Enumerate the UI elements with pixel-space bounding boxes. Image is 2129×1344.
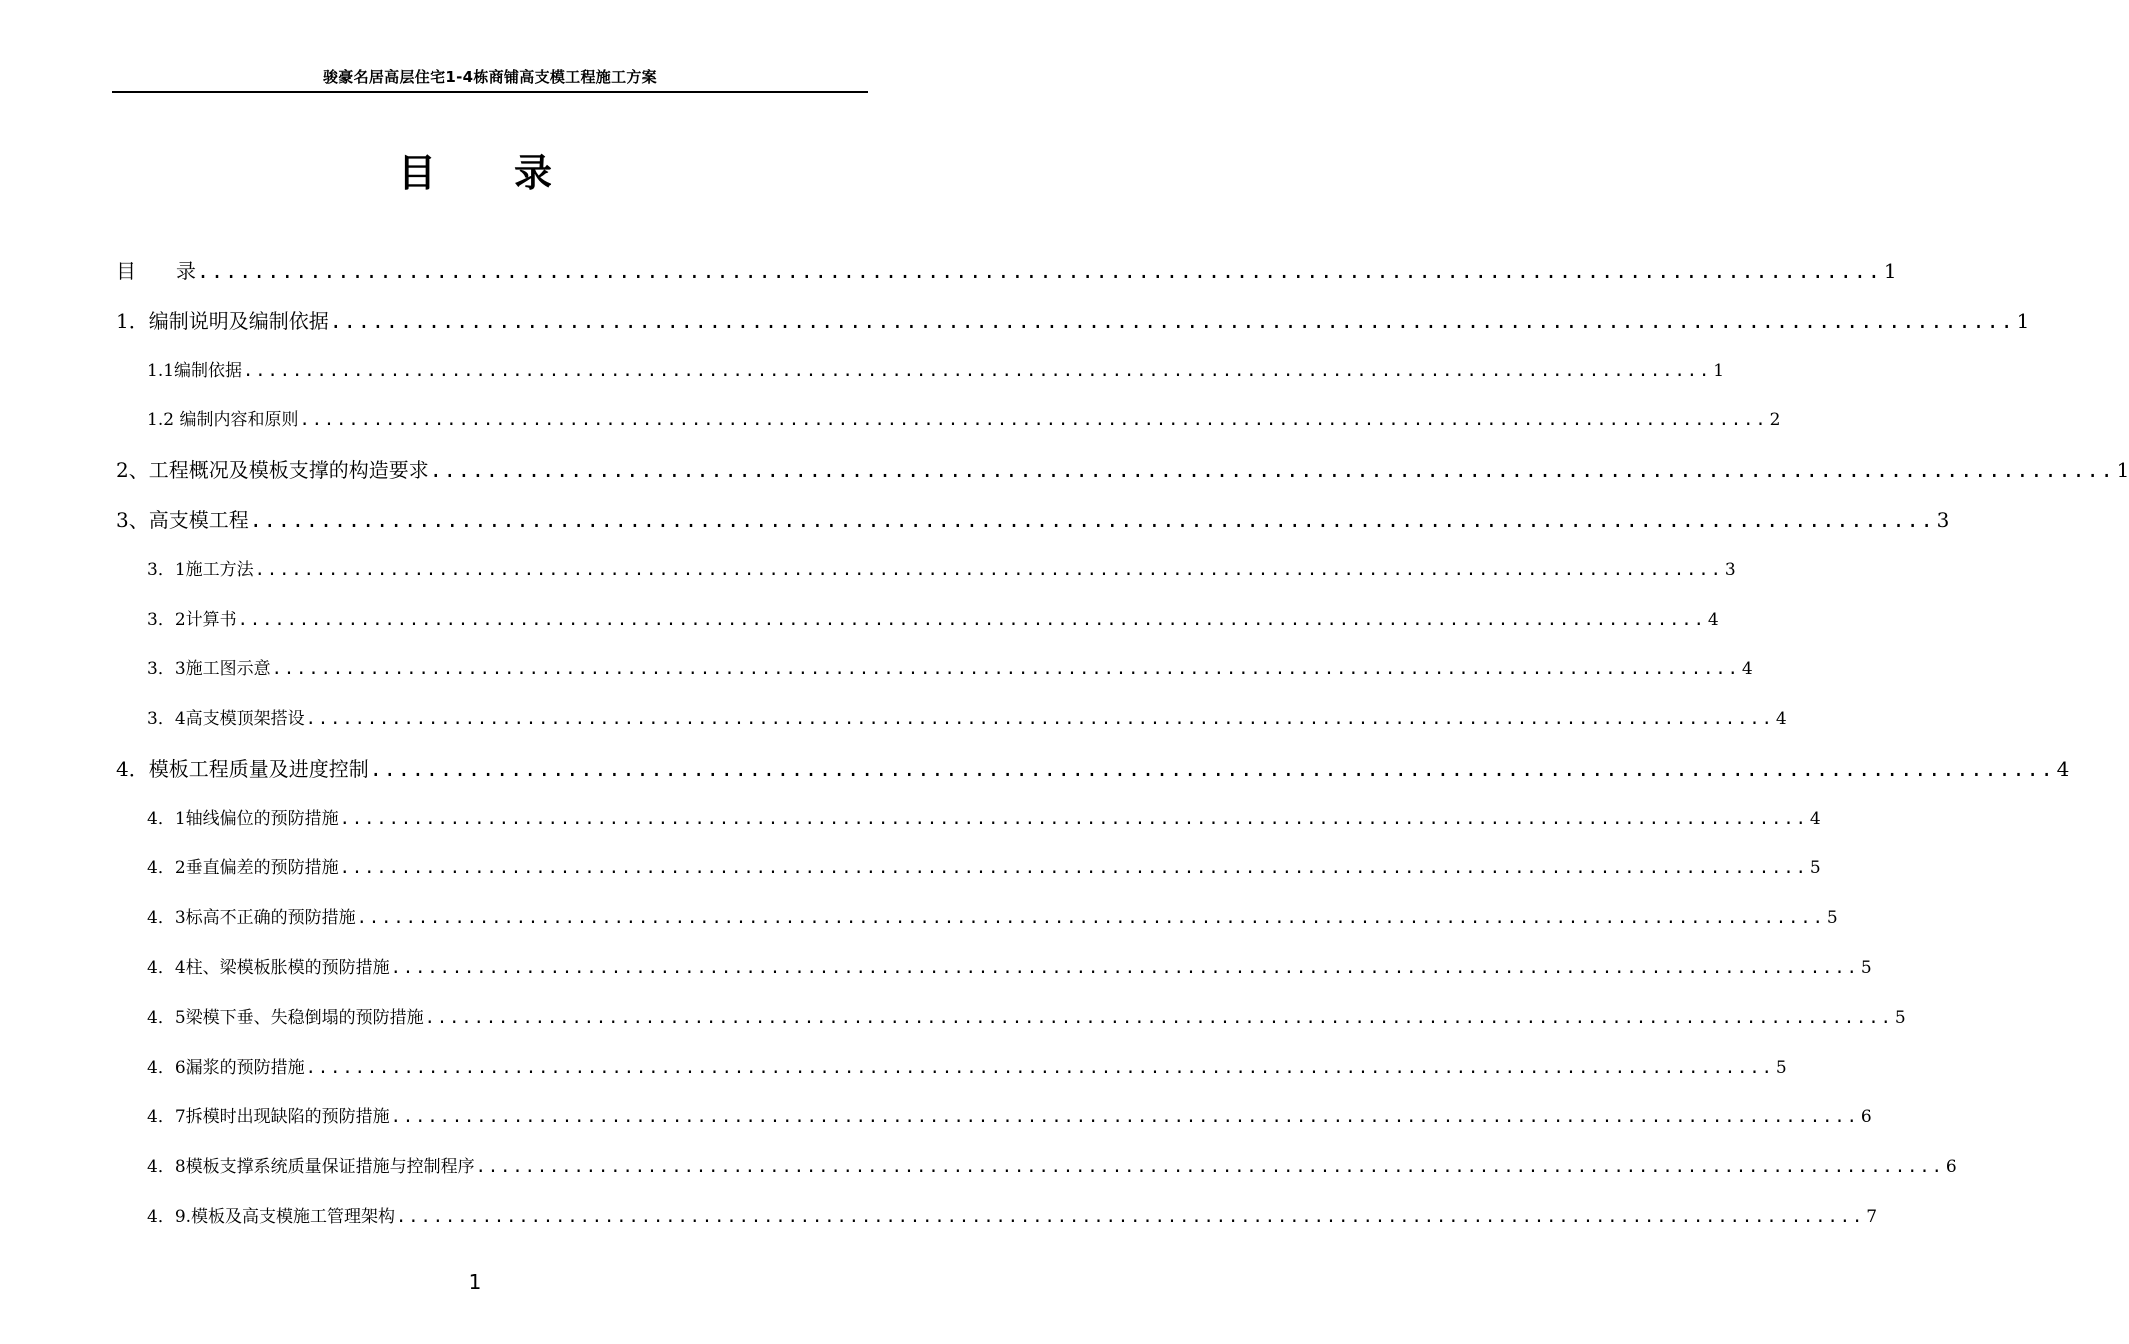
toc-entry-text: 4．7拆模时出现缺陷的预防措施 <box>147 1107 390 1127</box>
toc-entry[interactable] <box>147 705 1787 733</box>
toc-dot-leader: ........................................................................................................................ <box>237 610 1706 630</box>
toc-dot-leader: ........................................................................................................................ <box>339 858 1808 878</box>
toc-title-char-1: 目 <box>397 151 436 195</box>
toc-dot-leader: ........................................................................................................................ <box>390 958 1859 978</box>
toc-entry-page: 2 <box>1769 410 1781 430</box>
toc-entry-text: 4．模板工程质量及进度控制 <box>116 757 369 781</box>
toc-entry[interactable] <box>147 556 1736 584</box>
toc-dot-leader: ........................................................................................................................ <box>249 508 1935 532</box>
toc-entry-text: 2、工程概况及模板支撑的构造要求 <box>116 458 429 482</box>
toc-dot-leader: ........................................................................................................................ <box>339 809 1808 829</box>
toc-dot-leader: ........................................................................................................................ <box>243 361 1712 381</box>
toc-dot-leader: ........................................................................................................................ <box>305 709 1774 729</box>
toc-dot-leader: ........................................................................................................................ <box>197 259 1882 283</box>
toc-entry-text: 4．8模板支撑系统质量保证措施与控制程序 <box>147 1157 475 1177</box>
toc-entry-page: 3 <box>1724 560 1736 580</box>
toc-entry[interactable] <box>147 954 1872 982</box>
toc-entry-page: 1 <box>2016 309 2030 333</box>
toc-entry-text: 1.1编制依据 <box>147 361 243 381</box>
toc-entry-page: 1 <box>2116 458 2129 482</box>
toc-dot-leader: ........................................................................................................................ <box>305 1058 1774 1078</box>
toc-dot-leader: ........................................................................................................................ <box>271 659 1740 679</box>
toc-entry-text: 1.2 编制内容和原则 <box>147 410 299 430</box>
toc-entry-page: 5 <box>1894 1008 1906 1028</box>
toc-entry-page: 7 <box>1866 1207 1878 1227</box>
toc-entry-text: 4．6漏浆的预防措施 <box>147 1058 305 1078</box>
toc-entry-text: 3．2计算书 <box>147 610 237 630</box>
header-rule <box>112 91 868 93</box>
toc-entry[interactable] <box>147 805 1821 833</box>
running-header: 骏豪名居高层住宅1-4栋商铺高支模工程施工方案 <box>322 68 657 86</box>
toc-entry[interactable] <box>147 904 1838 932</box>
toc-entry[interactable] <box>147 1153 1957 1181</box>
toc-title <box>0 146 950 200</box>
toc-dot-leader: ........................................................................................................................ <box>475 1157 1944 1177</box>
toc-entry-text: 3．1施工方法 <box>147 560 254 580</box>
toc-entry-page: 4 <box>2056 757 2070 781</box>
page-number: 1 <box>468 1270 482 1294</box>
toc-entry[interactable] <box>147 1054 1787 1082</box>
toc-entry-text: 4．1轴线偏位的预防措施 <box>147 809 339 829</box>
toc-entry-page: 1 <box>1883 259 1897 283</box>
toc-entry-page: 4 <box>1775 709 1787 729</box>
toc-entry-text: 3、高支模工程 <box>116 508 249 532</box>
toc-entry-page: 5 <box>1809 858 1821 878</box>
toc-entry-text: 4．5梁模下垂、失稳倒塌的预防措施 <box>147 1008 424 1028</box>
toc-entry-text: 3．4高支模顶架搭设 <box>147 709 305 729</box>
toc-entry-page: 5 <box>1775 1058 1787 1078</box>
toc-entry-text: 4．3标高不正确的预防措施 <box>147 908 356 928</box>
toc-entry[interactable] <box>147 655 1753 683</box>
toc-entry-text: 4．4柱、梁模板胀模的预防措施 <box>147 958 390 978</box>
toc-entry-text: 4．2垂直偏差的预防措施 <box>147 858 339 878</box>
toc-entry-page: 6 <box>1860 1107 1872 1127</box>
toc-entry[interactable] <box>147 357 1725 385</box>
toc-entry-text: 目 录 <box>116 259 196 283</box>
toc-entry[interactable] <box>147 1004 1906 1032</box>
toc-dot-leader: ........................................................................................................................ <box>396 1207 1865 1227</box>
toc-dot-leader: ........................................................................................................................ <box>254 560 1723 580</box>
toc-entry-page: 5 <box>1860 958 1872 978</box>
toc-entry-page: 4 <box>1809 809 1821 829</box>
toc-dot-leader: ........................................................................................................................ <box>424 1008 1893 1028</box>
toc-entry-text: 1．编制说明及编制依据 <box>116 309 329 333</box>
toc-entry[interactable] <box>147 1103 1872 1131</box>
toc-dot-leader: ........................................................................................................................ <box>369 757 2055 781</box>
toc-entry-page: 5 <box>1826 908 1838 928</box>
toc-dot-leader: ........................................................................................................................ <box>299 410 1768 430</box>
toc-entry-page: 1 <box>1713 361 1725 381</box>
toc-entry-page: 4 <box>1707 610 1719 630</box>
toc-entry[interactable] <box>147 854 1821 882</box>
toc-title-char-2: 录 <box>514 151 553 195</box>
toc-entry[interactable] <box>147 1203 1878 1231</box>
toc-entry[interactable] <box>147 406 1781 434</box>
toc-dot-leader: ........................................................................................................................ <box>429 458 2115 482</box>
toc-entry-page: 4 <box>1741 659 1753 679</box>
toc-entry[interactable] <box>116 505 1950 535</box>
toc-entry[interactable] <box>116 754 2070 784</box>
toc-dot-leader: ........................................................................................................................ <box>390 1107 1859 1127</box>
toc-entry-page: 3 <box>1936 508 1950 532</box>
toc-dot-leader: ........................................................................................................................ <box>329 309 2015 333</box>
toc-entry[interactable] <box>116 455 2129 485</box>
toc-entry-page: 6 <box>1945 1157 1957 1177</box>
toc-entry[interactable] <box>147 606 1719 634</box>
toc-entry[interactable] <box>116 306 2030 336</box>
toc-dot-leader: ........................................................................................................................ <box>356 908 1825 928</box>
toc-entry[interactable] <box>116 256 1897 286</box>
toc-entry-text: 4．9.模板及高支模施工管理架构 <box>147 1207 396 1227</box>
toc-entry-text: 3．3施工图示意 <box>147 659 271 679</box>
